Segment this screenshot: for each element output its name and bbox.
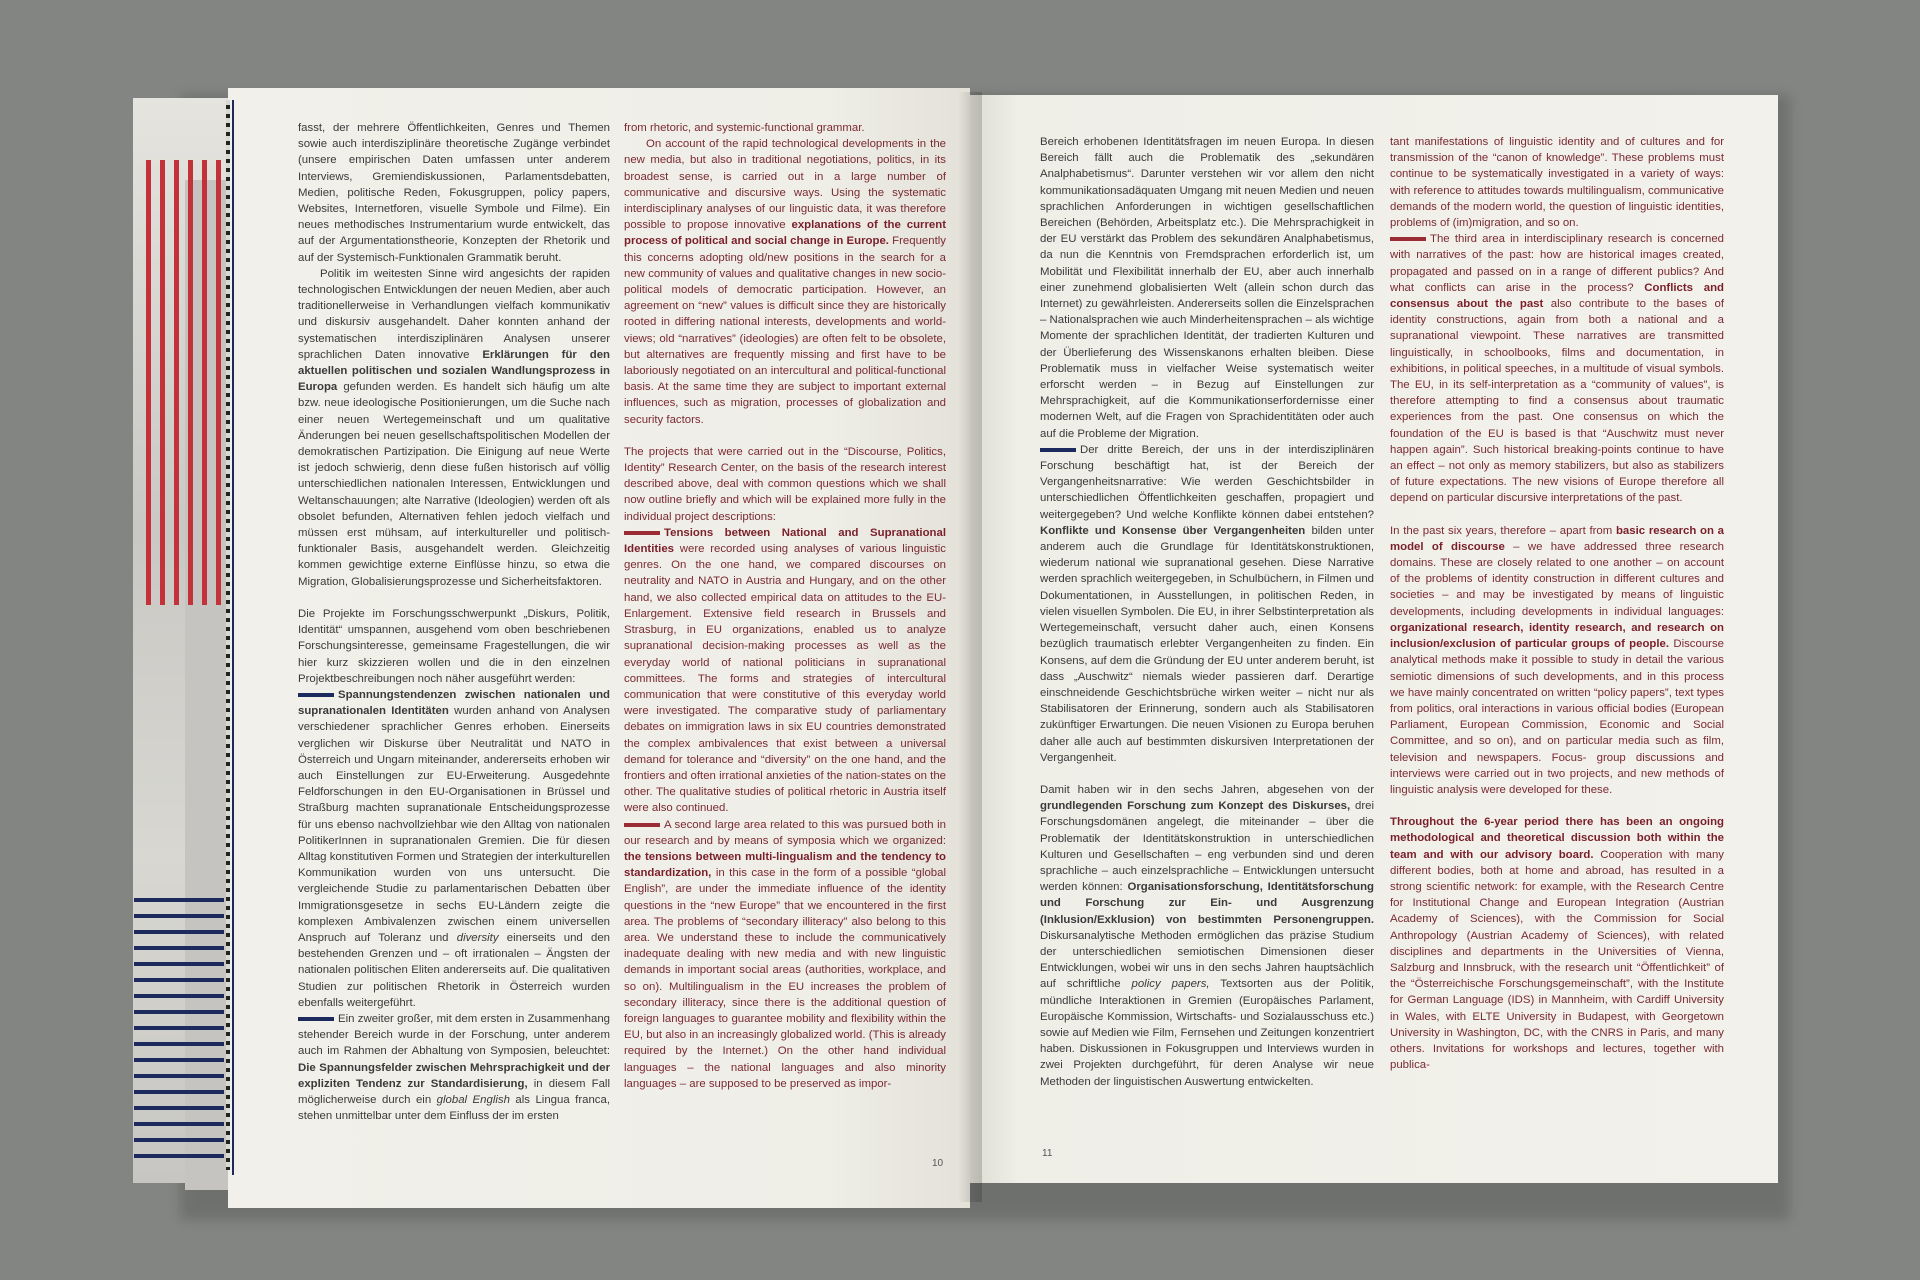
text: Discourse analytical methods make it possible to study in detail the various semiotic dimensions of such developments, and in this process we have mainly concentrated on written “policy papers”, text types from politics, oral interactions in various official bodies (European Parliament, European Commission, Economic and Social Committee, and so on), and on particular media such as film, television and newspapers. Focus- group discussions and interviews were carried out in two projects, and new methods of linguistic analysis were developed for these. bbox=[1390, 638, 1724, 796]
spine-line bbox=[232, 100, 234, 1175]
blue-stripe bbox=[134, 1026, 224, 1030]
bold-text: Spannungstendenzen zwischen nationalen und supranationalen Identitäten bbox=[298, 688, 610, 718]
blue-stripe bbox=[134, 978, 224, 982]
text: in diesem Fall möglicherweise durch ein bbox=[298, 1077, 610, 1106]
paragraph bbox=[1040, 442, 1374, 766]
paragraph bbox=[298, 266, 610, 590]
italic-text: global English bbox=[436, 1093, 510, 1106]
text: als Lingua franca, stehen unmittelbar unter dem Einfluss der im ersten bbox=[298, 1093, 610, 1123]
text: gefunden werden. Es handelt sich häufig um alte bzw. neue ideologische Positionierungen, um die Suche nach einer neuen Wertegemeinschaft und um qualitative Änderungen bei neuen gesellschaftspolitischen Modellen der demokratischen Partizipation. Die Einigung auf neue Werte ist jedoch schwierig, denn diese fußen historisch auf völlig unterschiedlichen nationalen Interessen, Entwicklungen und Weltanschauungen; alte Narrative (Ideologien) werden oft als obsolet befunden, Alternativen fehlen jedoch vielfach und müssen erst mühsam, auf interkultureller und politisch-funktionaler Basis, ausgehandelt werden. Gleichzeitig kommen gewichtige externe Einflüsse hinzu, so etwa die Migration, Globalisierungsprozesse und Sicherheitsfaktoren. bbox=[298, 381, 610, 588]
red-stripe bbox=[188, 160, 193, 605]
paragraph bbox=[1390, 231, 1724, 506]
italic-text: diversity bbox=[456, 931, 499, 944]
paragraph bbox=[1390, 523, 1724, 798]
bold-text: basic research on a model of discourse bbox=[1390, 524, 1725, 553]
right-english-column bbox=[1390, 134, 1724, 1073]
italic-text: policy papers, bbox=[1131, 978, 1210, 991]
blue-stripe bbox=[134, 1090, 224, 1094]
text: Textsorten aus der Politik, mündliche Interaktionen in Gremien (Europäisches Parlament, Europäische Kommission, Wirtschafts- und Sozialausschuss etc.) sowie auf Medien wie Film, Fernsehen und Zeitungen konzentriert haben. Diskussionen in Fokusgruppen und Interviews wurden in zwei Projekten durchgeführt, für deren Analyse wir neue Methoden der linguistischen Auswertung entwickelten. bbox=[1040, 978, 1375, 1088]
bold-text: Tensions between National and Supranational Identities bbox=[624, 526, 946, 556]
text: drei Forschungsdomänen angelegt, die miteinander – über die Problematik der Identitätskonstruktion in unterschiedlichen Kulturen und Gesellschaften – eng verbunden sind und deren sprachliche – auch einzelsprachliche – Entwicklungen untersucht werden können: bbox=[1040, 800, 1374, 894]
text: Damit haben wir in den sechs Jahren, abgesehen von der bbox=[1040, 783, 1374, 796]
section-marker bbox=[624, 531, 660, 535]
text: bilden unter anderem auch die Grundlage für Identitätskonstruktionen, wiederum national wie supranational gesehen. Diese Narrative werden sprachlich weitergegeben, in Schulbüchern, in Filmen und Dokumentationen, in Ausstellungen, in politischen Reden, in vielen visuellen Symbolen. Die EU, in ihrer Selbstinterpretation als Wertegemeinschaft, versucht daher auch, einen Konsens bezüglich traumatisch erlebter Vergangenheiten zu finden. Ein Konsens, auf dem die Gründung der EU unter anderem beruht, ist dass „Auschwitz“ niemals wieder passieren darf. Derartige einschneidende Geschichtsbrüche wirken weiter – nicht nur als Stabilisatoren der Erinnerung, sondern auch als Stabilisatoren zukünftiger Erwartungen. Die neuen Visionen zu Europa beruhen daher alle auch auf bestimmten diskursiven Interpretationen der Vergangenheit. bbox=[1040, 524, 1374, 764]
bold-text: Die Spannungsfelder zwischen Mehrsprachigkeit und der expliziten Tendenz zur Standardisierung, bbox=[298, 1061, 610, 1090]
section-marker bbox=[624, 823, 660, 827]
section-marker bbox=[298, 1017, 334, 1021]
text: The projects that were carried out in the “Discourse, Politics, Identity” Research Center, on the basis of the research interest described above, deal with common questions which we shall now outline briefly and which will be explained more fully in the individual project descriptions: bbox=[624, 445, 946, 523]
text: tant manifestations of linguistic identity and of cultures and for transmission of the “canon of knowledge”. These problems must continue to be systematically investigated in a variety of ways: with reference to attitudes towards multilingualism, communicative demands of the modern world, the question of linguistic identities, problems of (im)migration, and so on. bbox=[1390, 136, 1724, 230]
bold-text: explanations of the current process of political and social change in Europe. bbox=[624, 219, 946, 248]
text: Ein zweiter großer, mit dem ersten in Zusammenhang stehender Bereich wurde in der Forschung, unter anderem auch im Rahmen der Abhaltung von Symposien, beleuchtet: bbox=[298, 1012, 610, 1058]
blue-stripe bbox=[134, 1138, 224, 1142]
text: Bereich erhobenen Identitätsfragen im neuen Europa. In diesen Bereich fällt auch die Problematik des „sekundären Analphabetismus“. Darunter verstehen wir vor allem den nicht kommunikationsadäquaten Umgang mit neuen Medien und neuen sprachlichen Anforderungen in wichtigen gesellschaftlichen Bereichen (Behörden, Arbeitsplatz etc.). Die Mehrsprachigkeit in der EU verstärkt das Problem des sekundären Analphabetismus, da nun die Kenntnis von Fremdsprachen erforderlich ist, um Mobilität und Flexibilität innerhalb der EU, aber auch innerhalb einer zunehmend globalisierten Welt (allein schon durch das Internet) zu gewährleisten. Andererseits sollen die Einzelsprachen – Nationalsprachen wie auch Minderheitensprachen – als wichtige Momente der sprachlichen Identität, der tradierten Kulturen und der Überlieferung des Wissenskanons erhalten bleiben. Diese Problematik muss in vielfacher Weise systematisch weiter erforscht werden – in Bezug auf Einstellungen zur Mehrsprachigkeit, auf die Kommunikationserfordernisse einer modernen Welt, auf die Fragen von Sprachidentitäten oder auch auf die Probleme der Migration. bbox=[1040, 136, 1374, 440]
red-stripe bbox=[216, 160, 221, 605]
left-english-column bbox=[624, 120, 946, 1092]
section-marker bbox=[1390, 237, 1426, 241]
text: Politik im weitesten Sinne wird angesichts der rapiden technologischen Entwicklungen der neuen Medien, aber auch traditionellerweise in Verhandlungen vielfach kommunikativ und diskursiv ausgehandelt. Daher konnten anhand der systematischen interdisziplinären Analysen unserer sprachlichen Daten innovative bbox=[298, 267, 610, 361]
paragraph bbox=[298, 606, 610, 687]
blue-stripe bbox=[134, 1074, 224, 1078]
section-marker bbox=[1040, 448, 1076, 452]
paragraph bbox=[1390, 814, 1724, 1073]
blue-stripe bbox=[134, 1042, 224, 1046]
left-german-column bbox=[298, 120, 610, 1124]
text: also contribute to the bases of identity constructions, again from both a national and a supranational viewpoint. These narratives are transmitted linguistically, in schoolbooks, films and documentation, in exhibitions, in political speeches, in a multitude of visual symbols. The EU, in its self-interpretation as a “community of values”, is therefore attempting to find a consensus about traumatic experiences from the past. One consensus on which the foundation of the EU is based is that “Auschwitz must never happen again”. Such historical breaking-points continue to have an effect – not only as memory stabilizers, but also as stabilizers of future expectations. The new visions of Europe therefore all depend on particular discursive interpretations of the past. bbox=[1390, 298, 1724, 505]
text: Die Projekte im Forschungsschwerpunkt „Diskurs, Politik, Identität“ umspannen, ausgehend vom oben beschriebenen Forschungsinteresse, gemeinsame Fragestellungen, die wir hier kurz skizzieren wollen und die in den einzelnen Projektbeschreibungen noch näher ausgeführt werden: bbox=[298, 607, 610, 685]
perforation-edge bbox=[226, 100, 230, 1170]
red-stripe bbox=[160, 160, 165, 605]
text: einerseits und den bestehenden Grenzen und – oft irrationalen – Ängsten der nationalen politischen Eliten andererseits auf. Die qualitativen Studien zur politischen Rhetorik in Österreich wurden ebenfalls weitergeführt. bbox=[298, 931, 610, 1009]
blue-stripe bbox=[134, 994, 224, 998]
bold-text: Konflikte und Konsense über Vergangenheiten bbox=[1040, 524, 1306, 537]
paragraph bbox=[1390, 134, 1724, 231]
page-number-right: 11 bbox=[1042, 1148, 1053, 1159]
bold-text: Throughout the 6-year period there has been an ongoing methodological and theoretical discussion both within the team and with our advisory board. bbox=[1390, 816, 1724, 861]
text: Der dritte Bereich, der uns in der interdisziplinären Forschung beschäftigt hat, ist der Bereich der Vergangenheitsnarrative: Wie werden Geschichtsbilder in unterschiedlichen Öffentlichkeiten geschaffen, propagiert und weitergegeben? Und welche Konflikte können dabei entstehen? bbox=[1040, 443, 1374, 521]
bold-text: Erklärungen für den aktuellen politischen und sozialen Wandlungsprozess in Europa bbox=[298, 348, 610, 394]
text: fasst, der mehrere Öffentlichkeiten, Genres und Themen sowie auch interdisziplinäre theoretische Zugänge verbindet (unsere empirischen Daten umfassen unter anderem Interviews, Gremiendiskussionen, Parlamentsdebatten, Medien, politische Reden, Fokusgruppen, policy papers, Websites, Internetforen, visuelle Symbole und Filme). Ein neues methodisches Instrumentarium wurde entwickelt, das auf der Argumentationstheorie, Konzepten der Rhetorik und auf der Systemisch-Funktionalen Grammatik beruht. bbox=[298, 122, 610, 264]
section-marker bbox=[298, 693, 334, 697]
blue-stripe bbox=[134, 1154, 224, 1158]
text: wurden anhand von Analysen verschiedener sprachlicher Genres erhoben. Einerseits verglichen wir Diskurse über Neutralität und NATO in Österreich und Ungarn miteinander, andererseits erhoben wir auch Einstellungen zur EU-Erweiterung. Ausgedehnte Feldforschungen in den EU-Organisationen in Brüssel und Straßburg machten supranationale Entscheidungsprozesse für uns ebenso nachvollziehbar wie den Alltag von nationalen PolitikerInnen in supranationalen Gremien. Die für diesen Alltag konstitutiven Formen und Strategien der interkulturellen Kommunikation wurden von uns untersucht. Die vergleichende Studie zu parlamentarischen Debatten über Immigrationsgesetze in sechs EU-Ländern zeigte die komplexen Ambivalenzen zwischen einem universellen Anspruch auf Toleranz und bbox=[298, 705, 610, 944]
paragraph bbox=[298, 120, 610, 266]
blue-stripe bbox=[134, 946, 224, 950]
bold-text: Organisationsforschung, Identitätsforschung und Forschung zur Ein- und Ausgrenzung (Inklusion/Exklusion) von bestimmten Personengruppen. bbox=[1040, 881, 1374, 926]
paragraph bbox=[624, 120, 946, 136]
paragraph bbox=[624, 444, 946, 525]
paragraph bbox=[624, 525, 946, 817]
paragraph bbox=[1040, 134, 1374, 442]
paragraph bbox=[624, 817, 946, 1092]
text: On account of the rapid technological developments in the new media, but also in traditional negotiations, politics, in its broadest sense, is carried out in a large number of communicative and discursive ways. Using the systematic interdisciplinary analyses of our linguistic data, it was therefore possible to propose innovative bbox=[624, 138, 946, 232]
bold-text: grundlegenden Forschung zum Konzept des Diskurses, bbox=[1040, 800, 1351, 813]
blue-stripe bbox=[134, 1122, 224, 1126]
paragraph bbox=[624, 136, 946, 428]
text: were recorded using analyses of various linguistic genres. On the one hand, we compared discourses on neutrality and NATO in Austria and Hungary, and on the other hand, we also collected empirical data on attitudes to the EU-Enlargement. Extensive field research in Brussels and Strasburg, in EU organizations, enabled us to analyze supranational decision-making processes as well as the everyday world of national politicians in supranational committees. The forms and strategies of intercultural communication that were constitutive of this everyday world were investigated. The comparative study of parliamentary debates on immigration laws in six EU countries demonstrated the complex ambivalences that exist between a universal demand for tolerance and “diversity” on the one hand, and the frontiers and often irrational anxieties of the nation-states on the other. The qualitative studies of political rhetoric in Austria itself were also continued. bbox=[624, 543, 946, 815]
bold-text: Conflicts and consensus about the past bbox=[1390, 281, 1724, 311]
bold-text: organizational research, identity research, and research on inclusion/exclusion of particular groups of people. bbox=[1390, 621, 1724, 651]
text: in this case in the form of a possible “global English”, are under the immediate influence of the identity questions in the “new Europe” that we encountered in the first area. The problems of “secondary illiteracy” also belong to this area. We understand these to include the communicatively inadequate dealing with new media and with new linguistic demands in important social areas (authorities, workplace, and so on). Multilingualism in the EU increases the problem of secondary illiteracy, since there is the additional question of foreign languages to guarantee mobility and flexibility within the EU, but also in an increasingly globalized world. (This is already required by the Internet.) On the other hand individual languages – the national languages and also minority languages – are supposed to be preserved as impor- bbox=[624, 867, 947, 1090]
page-fold bbox=[958, 92, 982, 1202]
text: In the past six years, therefore – apart from bbox=[1390, 524, 1613, 537]
blue-stripe bbox=[134, 898, 224, 902]
blue-stripe bbox=[134, 1010, 224, 1014]
text: Cooperation with many different bodies, both at home and abroad, has resulted in a strong scientific network: for example, with the Research Centre for Institutional Change and European Integration (Austrian Academy of Sciences), with the Commission for Social Anthropology (Austrian Academy of Sciences), with related disciplines and departments in the Universities of Vienna, Salzburg and Innsbruck, with the research unit “Öffentlichkeit” of the “Österreichische Forschungsgemeinschaft”, with the Institute for German Language (IDS) in Mannheim, with Cardiff University in Wales, with ELTE University in Budapest, with Georgetown University in Washington, DC, with the CNRS in Paris, and many others. Invitations for workshops and lectures, together with publica- bbox=[1390, 848, 1724, 1072]
blue-stripe bbox=[134, 1058, 224, 1062]
paragraph bbox=[1040, 782, 1374, 1090]
red-stripe bbox=[146, 160, 151, 605]
right-german-column bbox=[1040, 134, 1374, 1090]
blue-stripe bbox=[134, 962, 224, 966]
blue-stripe bbox=[134, 914, 224, 918]
red-stripe bbox=[174, 160, 179, 605]
bold-text: the tensions between multi-lingualism and the tendency to standardization, bbox=[624, 850, 946, 880]
text: – we have addressed three research domains. These are closely related to one another – on account of the problems of identity construction in different cultures and societies – and may be investigated by means of linguistic developments, including developments in individual languages: bbox=[1390, 540, 1724, 618]
paragraph bbox=[298, 1011, 610, 1124]
blue-stripe bbox=[134, 1106, 224, 1110]
paragraph bbox=[298, 687, 610, 1011]
blue-stripe bbox=[134, 930, 224, 934]
text: Frequently this concerns adopting old/new positions in the search for a new community of values and qualitative changes in new socio-political models of democratic participation. However, an agreement on “new” values is difficult since they are historically rooted in differing national interests, developments and world-views; old “narratives” (ideologies) are often felt to be obsolete, but alternatives are frequently missing and first have to be laboriously negotiated on an intercultural and political-functional basis. At the same time they are subject to important external influences, such as migration, processes of globalization and security factors. bbox=[624, 235, 946, 426]
text: A second large area related to this was pursued both in our research and by means of symposia which we organized: bbox=[624, 818, 946, 847]
text: Diskursanalytische Methoden ermöglichen das präzise Studium der unterschiedlichen semiotischen Dimensionen dieser Entwicklungen, wobei wir uns in den sechs Jahren hauptsächlich auf schriftliche bbox=[1040, 929, 1374, 991]
text: The third area in interdisciplinary research is concerned with narratives of the past: how are historical images created, propagated and passed on in a range of different publics? And what conflicts can arise in the process? bbox=[1390, 233, 1724, 294]
red-stripe bbox=[202, 160, 207, 605]
page-number-left: 10 bbox=[932, 1158, 944, 1169]
text: from rhetoric, and systemic-functional grammar. bbox=[624, 122, 865, 134]
